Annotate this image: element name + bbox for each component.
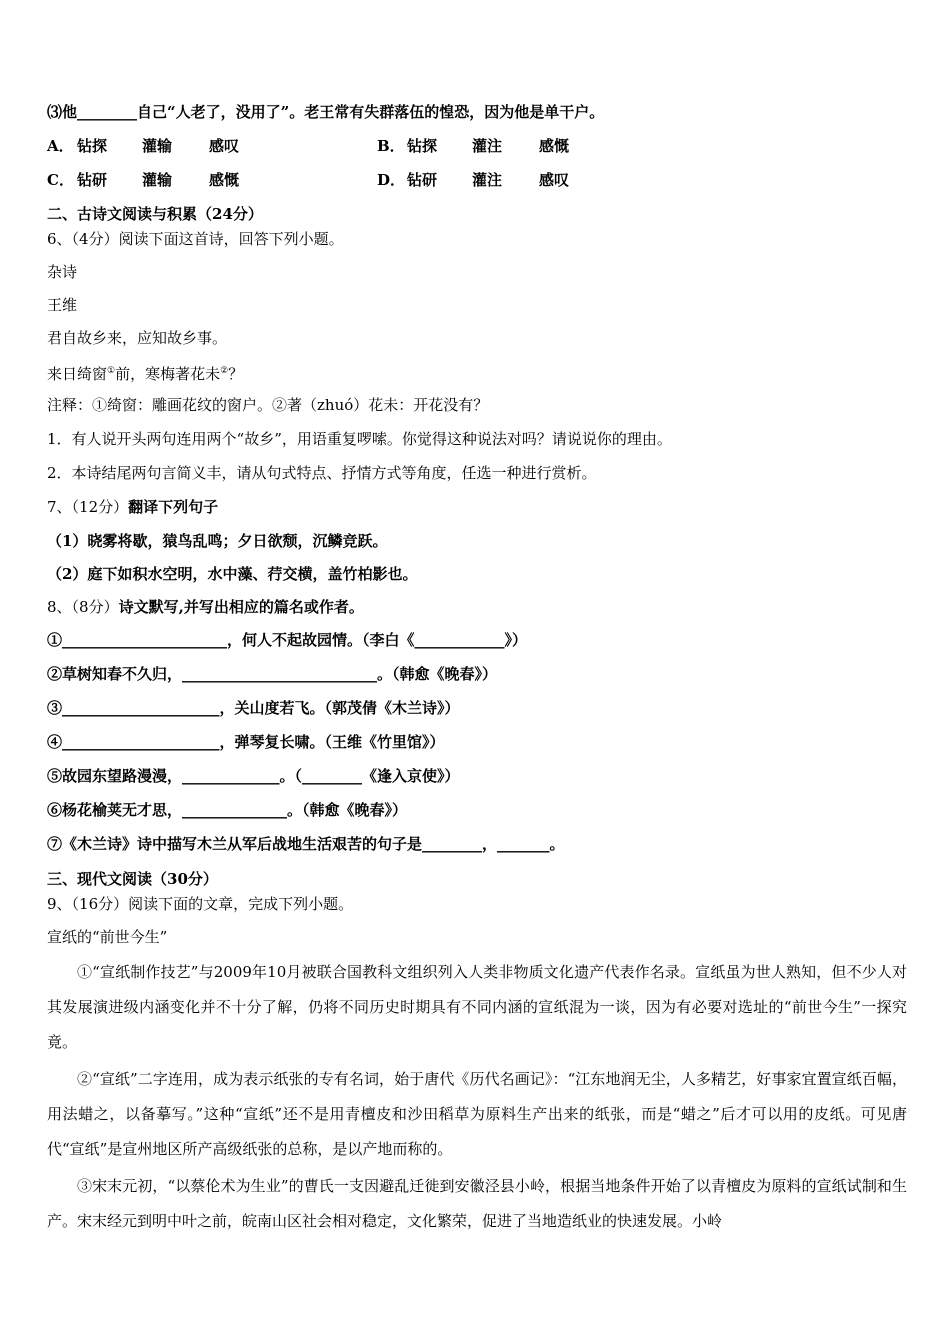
section-heading: 三、现代文阅读（30分）: [47, 870, 218, 888]
poem-annotation: 注释：①绮窗：雕画花纹的窗户。②著（zhuó）花未：开花没有？: [47, 396, 489, 414]
poem-text: ？: [228, 365, 244, 383]
question-6-stem: [47, 229, 344, 249]
footnote-mark: ②: [220, 366, 229, 376]
option-word: 感叹: [539, 171, 570, 189]
poem-text: 来日绮窗: [47, 365, 108, 383]
question-8-stem: [47, 597, 364, 617]
option-d[interactable]: [377, 170, 569, 190]
article-paragraph-1: ①“宣纸制作技艺”与2009年10月被联合国教科文组织列入人类非物质文化遗产代表作名录。宣纸虽为世人熟知，但不少人对其发展演进级内涵变化并不十分了解，仍将不同历史时期具有不同内涵的宣纸混为一谈，因为有必要对选址的“前世今生”一探究竟。: [47, 963, 907, 1051]
footnote-mark: ①: [107, 366, 116, 376]
poem-text: 前，寒梅著花未: [115, 365, 221, 383]
dictation-item-5[interactable]: ⑤故园东望路漫漫，_____________。（________《逢入京使》）: [47, 767, 460, 785]
option-letter: D．: [377, 171, 406, 189]
dictation-item-6[interactable]: ⑥杨花榆荚无才思，______________。（韩愈《晚春》）: [47, 801, 408, 819]
dictation-item-2[interactable]: ②草树知春不久归，__________________________。（韩愈《晚春》）: [47, 665, 498, 683]
question-text: 诗文默写,并写出相应的篇名或作者。: [118, 598, 364, 616]
option-word: 灌注: [472, 137, 503, 155]
option-letter: C．: [47, 171, 74, 189]
translate-sentence-1: （1）晓雾将歇，猿鸟乱鸣；夕日欲颓，沉鳞竞跃。: [47, 532, 388, 550]
question-text: 翻译下列句子: [128, 498, 219, 516]
option-a[interactable]: [47, 136, 239, 156]
option-word: 感叹: [209, 137, 240, 155]
option-word: 感慨: [209, 171, 240, 189]
option-word: 钻研: [407, 171, 438, 189]
option-word: 灌注: [472, 171, 503, 189]
option-word: 钻探: [77, 137, 108, 155]
poem-author: 王维: [47, 296, 78, 314]
question-text: 阅读下面的文章，完成下列小题。: [128, 895, 354, 913]
question-number: 6、（4分）: [47, 230, 119, 248]
article-title: 宣纸的“前世今生”: [47, 928, 168, 946]
option-word: 钻研: [77, 171, 108, 189]
option-word: 灌输: [142, 171, 173, 189]
question-number: 7、（12分）: [47, 498, 129, 516]
question-7-stem: [47, 497, 218, 517]
option-word: 钻探: [407, 137, 438, 155]
article-paragraph-3: ③宋末元初，“以蔡伦术为生业”的曹氏一支因避乱迁徙到安徽泾县小岭，根据当地条件开始了以青檀皮为原料的宣纸试制和生产。宋末经元到明中叶之前，皖南山区社会相对稳定，文化繁荣，促进了当地造纸业的快速发展。小岭: [47, 1177, 907, 1230]
question-number: 8、（8分）: [47, 598, 119, 616]
translate-sentence-2: （2）庭下如积水空明，水中藻、荇交横，盖竹柏影也。: [47, 565, 418, 583]
article-paragraph-2: ②“宣纸”二字连用，成为表示纸张的专有名词，始于唐代《历代名画记》：“江东地润无尘，人多精艺，好事家宜置宣纸百幅，用法蜡之，以备摹写。”这种“宣纸”还不是用青檀皮和沙田稻草为原料生产出来的纸张，而是“蜡之”后才可以用的皮纸。可见唐代“宣纸”是宣州地区所产高级纸张的总称，是以产地而称的。: [47, 1070, 907, 1158]
dictation-item-4[interactable]: ④_____________________，弹琴复长啸。（王维《竹里馆》）: [47, 733, 445, 751]
poem-line-1: 君自故乡来，应知故乡事。: [47, 329, 228, 347]
poem-line-2: [47, 361, 243, 384]
question-number: 9、（16分）: [47, 895, 129, 913]
question-9-stem: [47, 894, 353, 914]
option-word: 灌输: [142, 137, 173, 155]
poem-title: 杂诗: [47, 263, 78, 281]
option-c[interactable]: [47, 170, 239, 190]
dictation-item-3[interactable]: ③_____________________，关山度若飞。（郭茂倩《木兰诗》）: [47, 699, 460, 717]
sub-question-2: 2．本诗结尾两句言简义丰，请从句式特点、抒情方式等角度，任选一种进行赏析。: [47, 464, 597, 482]
option-word: 感慨: [539, 137, 570, 155]
question-text: 阅读下面这首诗，回答下列小题。: [118, 230, 344, 248]
sub-question-1: 1．有人说开头两句连用两个“故乡”，用语重复啰嗦。你觉得这种说法对吗？请说说你的理由。: [47, 430, 672, 448]
option-b[interactable]: [377, 136, 569, 156]
question-fill-sentence-3: ⑶他________自己“人老了，没用了”。老王常有失群落伍的惶恐，因为他是单干户。: [47, 103, 605, 121]
option-letter: B．: [377, 137, 405, 155]
dictation-item-1[interactable]: ①______________________，何人不起故园情。（李白《____________》）: [47, 631, 528, 649]
option-letter: A．: [47, 137, 74, 155]
section-heading: 二、古诗文阅读与积累（24分）: [47, 205, 263, 223]
dictation-item-7[interactable]: ⑦《木兰诗》诗中描写木兰从军后战地生活艰苦的句子是________，_______。: [47, 835, 565, 853]
